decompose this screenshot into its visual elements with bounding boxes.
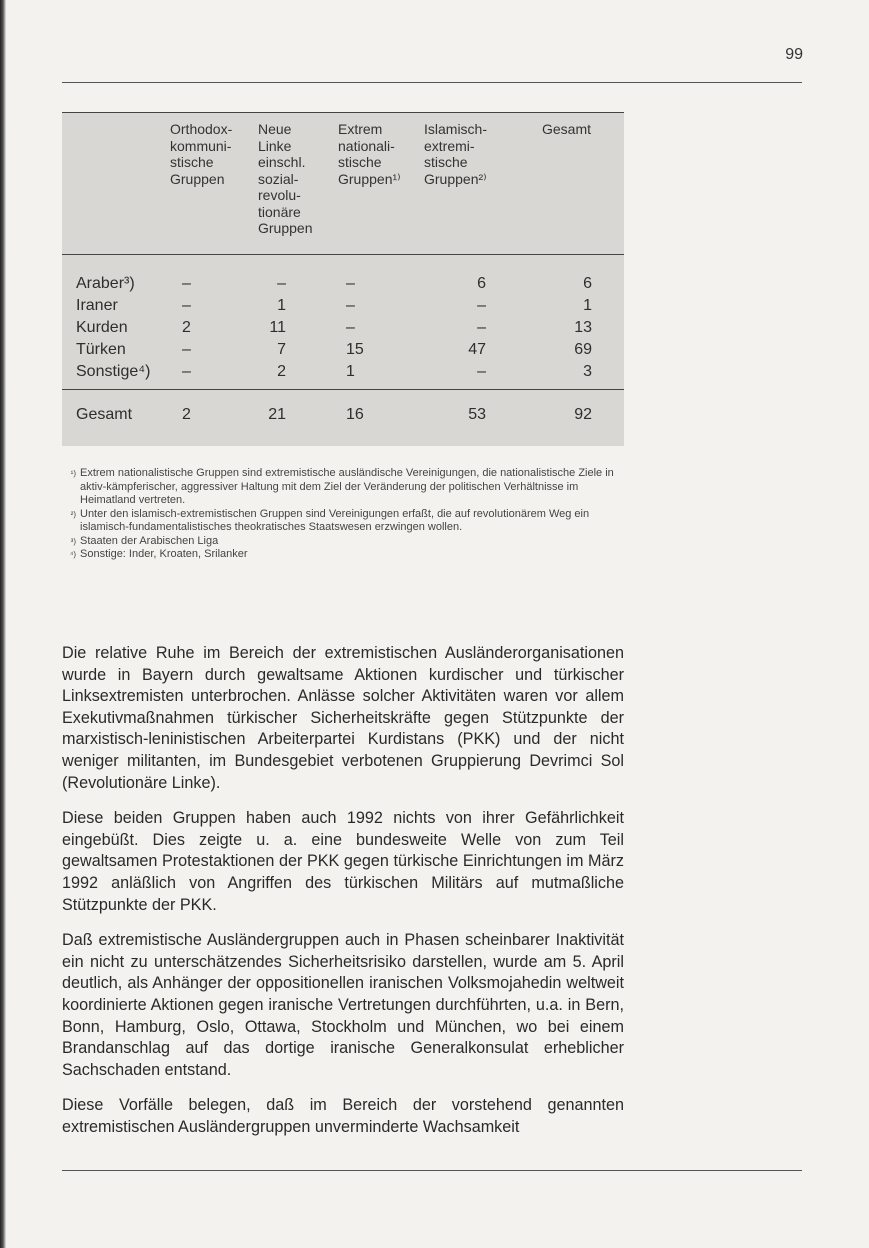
table-cell: – xyxy=(477,363,486,380)
table-cell: 47 xyxy=(468,341,486,358)
table-cell: 1 xyxy=(346,363,355,380)
footnote-mark: ²) xyxy=(70,509,76,519)
row-label: Iraner xyxy=(76,297,118,314)
table-cell: 53 xyxy=(468,406,486,423)
header-total: Gesamt xyxy=(542,121,592,137)
table-cell: 1 xyxy=(277,297,286,314)
table-cell: – xyxy=(477,297,486,314)
table-cell: 6 xyxy=(583,275,592,292)
footnote xyxy=(62,548,624,562)
footnote-text: Staaten der Arabischen Liga xyxy=(80,534,219,547)
table-cell: 2 xyxy=(182,406,191,423)
header-orthodox-communist: Orthodox- kommuni- stische Gruppen xyxy=(170,121,233,187)
header-cell-empty xyxy=(62,121,170,246)
table-cell: 69 xyxy=(574,341,592,358)
table-cell: 13 xyxy=(574,319,592,336)
footer-rule xyxy=(62,1170,802,1171)
table-cell: – xyxy=(182,275,191,292)
footnote-mark: ³) xyxy=(70,536,76,546)
table-cell: 2 xyxy=(182,319,191,336)
table-cell: – xyxy=(477,319,486,336)
table-cell: 21 xyxy=(268,406,286,423)
table-cell: 2 xyxy=(277,363,286,380)
footnote xyxy=(62,508,624,535)
row-label: Türken xyxy=(76,341,126,358)
table-cell: – xyxy=(277,275,286,292)
table-row xyxy=(62,361,624,383)
table-cell: – xyxy=(346,275,355,292)
table-row xyxy=(62,273,624,295)
footnote-mark: ¹) xyxy=(70,469,76,478)
page-number: 99 xyxy=(785,46,803,63)
paragraph: Diese Vorfälle belegen, daß im Bereich der vorstehend genannten extremistischen Ausländergruppen unverminderte Wachsamkeit xyxy=(62,1096,624,1136)
table-cell: – xyxy=(182,297,191,314)
header-islamic-extremist: Islamisch- extremi- stische Gruppen²⁾ xyxy=(424,121,488,187)
table-body xyxy=(62,255,624,389)
row-label: Sonstige⁴) xyxy=(76,363,151,380)
paragraph: Diese beiden Gruppen haben auch 1992 nichts von ihrer Gefährlichkeit eingebüßt. Dies zeigte u. a. eine bundesweite Welle von zum Teil gewaltsamen Protestaktionen der PKK gegen türkische Einrichtungen im März 1992 anläßlich von Angriffen des türkischen Militärs auf mutmaßliche Stützpunkte der PKK. xyxy=(62,809,624,914)
footnote xyxy=(62,535,624,549)
footnote xyxy=(62,467,624,508)
total-row-label: Gesamt xyxy=(76,406,133,423)
body-text xyxy=(62,643,624,1152)
table-cell: 11 xyxy=(269,319,286,336)
table-row xyxy=(62,295,624,317)
table-cell: 15 xyxy=(346,341,364,358)
table-cell: 92 xyxy=(574,406,592,423)
paragraph: Daß extremistische Ausländergruppen auch in Phasen scheinbarer Inaktivität ein nicht zu unterschätzendes Sicherheitsrisiko darstellen, wurde am 5. April deutlich, als Anhänger der oppositionellen iranischen Volksmojahedin weltweit koordinierte Aktionen gegen iranische Vertretungen durchführten, u.a. in Bern, Bonn, Hamburg, Oslo, Ottawa, Stockholm und München, wo bei einem Brandanschlag auf das dortige iranische Generalkonsulat erheblicher Sachschaden entstand. xyxy=(62,931,624,1079)
table-cell: – xyxy=(346,297,355,314)
table-row xyxy=(62,339,624,361)
footnote-text: Unter den islamisch-extremistischen Gruppen sind Vereinigungen erfaßt, die auf revolutionärem Weg ein islamisch-fundamentalistisches theokratisches Staatswesen erzwingen wollen. xyxy=(80,507,590,533)
footnote-mark: ⁴) xyxy=(69,550,76,559)
table-cell: – xyxy=(182,363,191,380)
table-cell: 16 xyxy=(346,406,364,423)
scan-edge xyxy=(0,0,6,1248)
table-row xyxy=(62,317,624,339)
statistics-table xyxy=(62,112,624,446)
header-rule xyxy=(62,82,802,83)
table-cell: – xyxy=(182,341,191,358)
footnote-text: Sonstige: Inder, Kroaten, Srilanker xyxy=(80,548,248,560)
footnote-text: Extrem nationalistische Gruppen sind extremistische ausländische Vereinigungen, die nationalistische Ziele in aktiv-kämpferischer, aggressiver Haltung mit dem Ziel der Veränderung der politischen Verhältnisse im Heimatland vertreten. xyxy=(80,467,614,506)
footnotes xyxy=(62,467,624,562)
table-cell: 7 xyxy=(277,341,286,358)
row-label: Kurden xyxy=(76,319,128,336)
header-extreme-nationalist: Extrem nationali- stische Gruppen¹⁾ xyxy=(338,121,401,187)
table-cell: 6 xyxy=(477,275,486,292)
table-cell: 1 xyxy=(583,297,592,314)
table-header-row xyxy=(62,113,624,254)
table-total-row xyxy=(62,390,624,446)
table-cell: 3 xyxy=(583,363,592,380)
header-new-left: Neue Linke einschl. sozial- revolu- tionäre Gruppen xyxy=(258,121,313,236)
table-cell: – xyxy=(346,319,355,336)
paragraph: Die relative Ruhe im Bereich der extremistischen Ausländerorganisationen wurde in Bayern durch gewaltsame Aktionen kurdischer und türkischer Linksextremisten unterbrochen. Anlässe solcher Aktivitäten waren vor allem Exekutivmaßnahmen türkischer Sicherheitskräfte gegen Stützpunkte der marxistisch-leninistischen Arbeiterpartei Kurdistans (PKK) und der nicht weniger militanten, im Bundesgebiet verbotenen Gruppierung Devrimci Sol (Revolutionäre Linke). xyxy=(62,644,624,792)
row-label: Araber³) xyxy=(76,275,135,292)
